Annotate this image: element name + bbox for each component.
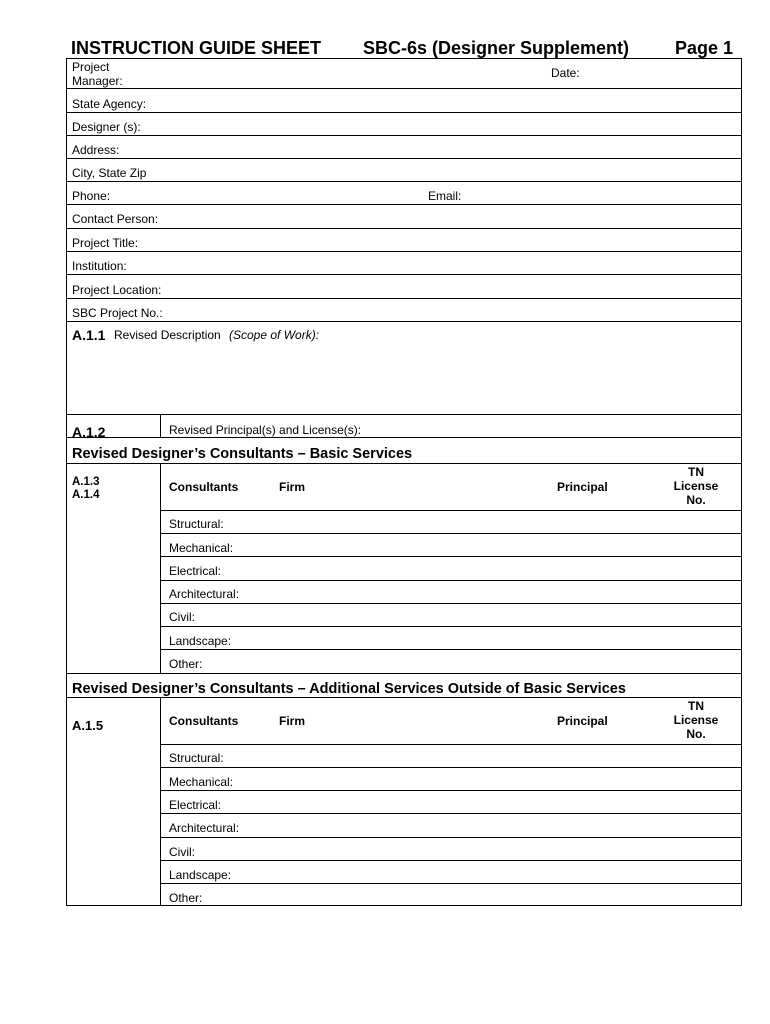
a12-code: A.1.2 [72,424,106,440]
basic-row-electrical: Electrical: [169,564,222,578]
sbc-project-no-label: SBC Project No.: [72,306,163,320]
divider [160,603,742,604]
basic-row-civil: Civil: [169,610,195,624]
basic-col-tn-license [671,465,721,507]
page-number: Page 1 [675,38,734,58]
additional-services-title: Revised Designer’s Consultants – Additional Services Outside of Basic Services [72,681,626,697]
additional-row-landscape: Landscape: [169,868,232,882]
project-manager-label-2: Manager: [72,74,123,88]
additional-col-firm: Firm [279,714,306,728]
divider [160,533,742,534]
institution-label: Institution: [72,259,127,273]
divider [66,274,742,275]
address-label: Address: [72,143,120,157]
divider [160,790,742,791]
basic-row-structural: Structural: [169,517,224,531]
additional-row-mechanical: Mechanical: [169,775,234,789]
divider [66,158,742,159]
form-title: SBC-6s (Designer Supplement) [363,38,630,58]
divider [66,204,742,205]
divider [160,510,742,511]
divider [66,463,742,464]
divider [66,135,742,136]
tn-label: TN [688,465,704,479]
a11-code: A.1.1 [72,327,106,343]
basic-row-mechanical: Mechanical: [169,541,234,555]
basic-col-firm: Firm [279,480,306,494]
designer-label: Designer (s): [72,120,141,134]
project-location-label: Project Location: [72,283,162,297]
additional-row-civil: Civil: [169,845,195,859]
license-label: License [673,713,719,727]
tn-label: TN [688,699,704,713]
a12-label: Revised Principal(s) and License(s): [169,423,362,437]
state-agency-label: State Agency: [72,97,147,111]
additional-column-divider [160,697,161,905]
additional-row-electrical: Electrical: [169,798,222,812]
divider [160,767,742,768]
a11-note: (Scope of Work): [229,328,320,342]
divider [160,837,742,838]
additional-row-structural: Structural: [169,751,224,765]
additional-row-other: Other: [169,891,203,905]
divider [160,626,742,627]
basic-code-2: A.1.4 [72,489,100,501]
city-state-zip-label: City, State Zip [72,166,147,180]
no-label: No. [686,493,706,507]
basic-column-divider [160,463,161,673]
contact-person-label: Contact Person: [72,212,159,226]
additional-col-principal: Principal [557,714,608,728]
divider [66,321,742,322]
divider [160,649,742,650]
divider [160,744,742,745]
basic-col-consultants: Consultants [169,480,239,494]
basic-col-principal: Principal [557,480,608,494]
divider [66,228,742,229]
divider [66,697,742,698]
basic-code-1: A.1.3 [72,476,100,488]
additional-col-tn-license [671,699,721,741]
project-title-label: Project Title: [72,236,139,250]
a11-label: Revised Description [114,328,221,342]
sheet-title: INSTRUCTION GUIDE SHEET [71,38,322,58]
divider [160,813,742,814]
project-manager-label-1: Project [72,60,110,74]
divider [160,556,742,557]
divider [160,860,742,861]
divider [66,673,742,674]
basic-row-architectural: Architectural: [169,587,240,601]
license-label: License [673,479,719,493]
additional-col-consultants: Consultants [169,714,239,728]
divider [160,883,742,884]
date-label: Date: [551,66,580,80]
phone-label: Phone: [72,189,111,203]
email-label: Email: [428,189,462,203]
additional-row-architectural: Architectural: [169,821,240,835]
divider [66,88,742,89]
divider [160,580,742,581]
divider [66,414,742,415]
basic-row-other: Other: [169,657,203,671]
form-frame [66,58,742,906]
basic-row-landscape: Landscape: [169,634,232,648]
divider [66,298,742,299]
no-label: No. [686,727,706,741]
divider [66,437,742,438]
basic-services-title: Revised Designer’s Consultants – Basic Services [72,446,413,462]
divider [66,181,742,182]
divider [66,112,742,113]
a12-divider [160,414,161,437]
divider [66,251,742,252]
additional-code: A.1.5 [72,718,104,733]
